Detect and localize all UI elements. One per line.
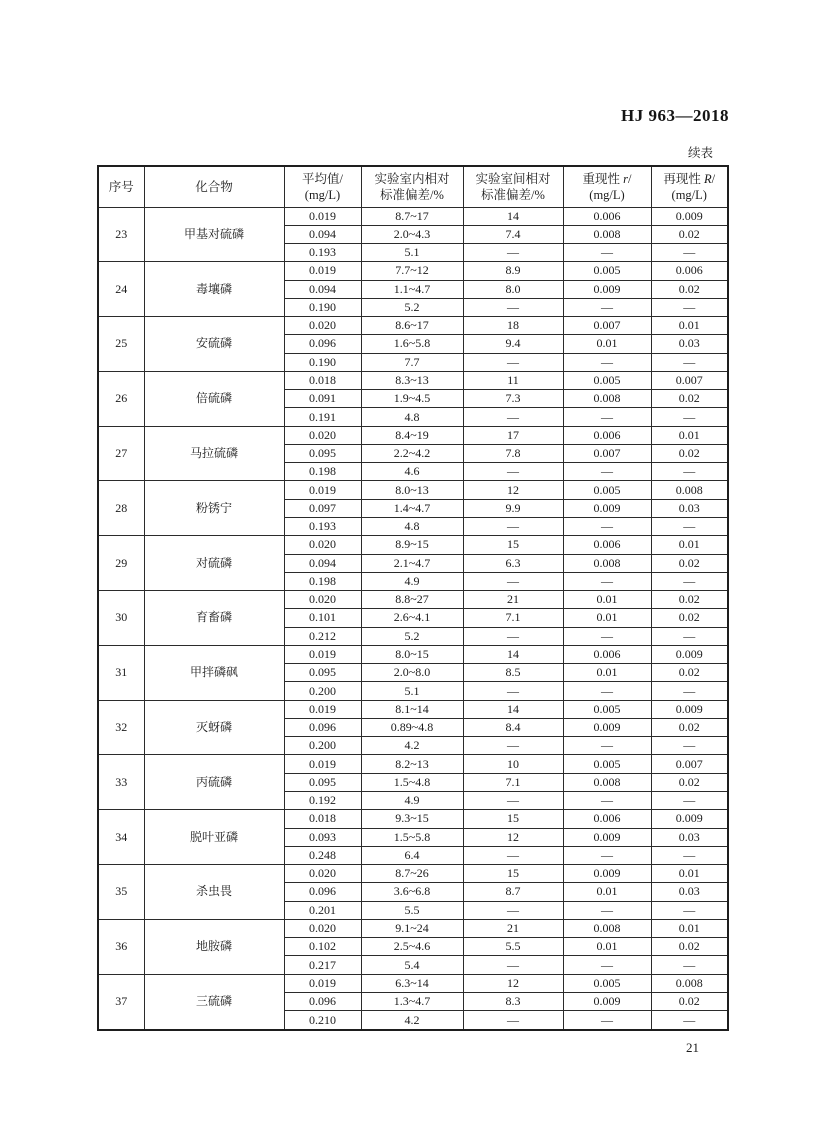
col-header-inter-rsd [463,166,563,207]
intra-lab-rsd-cell: 8.3~13 [361,371,463,389]
compound-name-cell: 丙硫磷 [144,755,284,810]
compound-name-cell: 粉锈宁 [144,481,284,536]
inter-lab-rsd-cell: — [463,682,563,700]
col-header-serial-label: 序号 [108,179,134,194]
inter-lab-rsd-cell: — [463,737,563,755]
col-header-inter-line2: 标准偏差/% [481,187,545,202]
col-header-intra-rsd [361,166,463,207]
repeatability-cell: — [563,518,651,536]
repeatability-cell: 0.01 [563,664,651,682]
repeatability-cell: 0.008 [563,554,651,572]
reproducibility-cell: — [651,244,728,262]
repeatability-cell: 0.01 [563,883,651,901]
intra-lab-rsd-cell: 8.9~15 [361,536,463,554]
reproducibility-cell: — [651,682,728,700]
table-row [98,591,728,609]
repeatability-cell: 0.005 [563,700,651,718]
inter-lab-rsd-cell: 21 [463,591,563,609]
intra-lab-rsd-cell: 6.4 [361,846,463,864]
mean-value-cell: 0.018 [284,810,361,828]
intra-lab-rsd-cell: 9.3~15 [361,810,463,828]
reproducibility-cell: — [651,846,728,864]
reproducibility-cell: — [651,518,728,536]
col-header-reproducibility-line1: 再现性 R/ [663,171,716,186]
page-number: 21 [686,1040,699,1055]
compound-name-cell: 脱叶亚磷 [144,810,284,865]
table-row [98,207,728,225]
repeatability-cell: — [563,353,651,371]
compound-name-cell: 地胺磷 [144,919,284,974]
reproducibility-cell: 0.009 [651,207,728,225]
reproducibility-cell: 0.008 [651,481,728,499]
reproducibility-cell: 0.02 [651,554,728,572]
inter-lab-rsd-cell: — [463,956,563,974]
repeatability-cell: 0.008 [563,919,651,937]
mean-value-cell: 0.200 [284,737,361,755]
mean-value-cell: 0.020 [284,865,361,883]
inter-lab-rsd-cell: 8.5 [463,664,563,682]
inter-lab-rsd-cell: — [463,846,563,864]
reproducibility-cell: — [651,901,728,919]
table-row [98,426,728,444]
intra-lab-rsd-cell: 5.5 [361,901,463,919]
inter-lab-rsd-cell: — [463,901,563,919]
intra-lab-rsd-cell: 8.8~27 [361,591,463,609]
inter-lab-rsd-cell: 15 [463,865,563,883]
col-header-intra-line2: 标准偏差/% [380,187,444,202]
intra-lab-rsd-cell: 2.0~4.3 [361,225,463,243]
inter-lab-rsd-cell: — [463,518,563,536]
table-header [98,166,728,207]
inter-lab-rsd-cell: 9.4 [463,335,563,353]
serial-number-cell: 35 [98,865,144,920]
inter-lab-rsd-cell: 8.7 [463,883,563,901]
repeatability-cell: 0.009 [563,992,651,1010]
repeatability-cell: — [563,846,651,864]
inter-lab-rsd-cell: 8.4 [463,718,563,736]
reproducibility-cell: 0.009 [651,645,728,663]
intra-lab-rsd-cell: 6.3~14 [361,974,463,992]
intra-lab-rsd-cell: 1.9~4.5 [361,390,463,408]
intra-lab-rsd-cell: 5.4 [361,956,463,974]
reproducibility-cell: 0.02 [651,664,728,682]
intra-lab-rsd-cell: 1.5~4.8 [361,773,463,791]
table-row [98,645,728,663]
intra-lab-rsd-cell: 4.2 [361,737,463,755]
inter-lab-rsd-cell: 14 [463,207,563,225]
table-row [98,700,728,718]
intra-lab-rsd-cell: 2.1~4.7 [361,554,463,572]
reproducibility-cell: 0.01 [651,536,728,554]
mean-value-cell: 0.102 [284,938,361,956]
intra-lab-rsd-cell: 8.0~13 [361,481,463,499]
mean-value-cell: 0.020 [284,426,361,444]
intra-lab-rsd-cell: 9.1~24 [361,919,463,937]
intra-lab-rsd-cell: 8.0~15 [361,645,463,663]
mean-value-cell: 0.097 [284,499,361,517]
repeatability-cell: 0.009 [563,718,651,736]
repeatability-cell: — [563,956,651,974]
reproducibility-cell: 0.02 [651,280,728,298]
serial-number-cell: 36 [98,919,144,974]
repeatability-cell: 0.009 [563,499,651,517]
inter-lab-rsd-cell: — [463,792,563,810]
reproducibility-cell: — [651,1011,728,1030]
col-header-compound [144,166,284,207]
mean-value-cell: 0.095 [284,773,361,791]
mean-value-cell: 0.018 [284,371,361,389]
repeatability-cell: 0.005 [563,974,651,992]
intra-lab-rsd-cell: 4.8 [361,518,463,536]
repeatability-cell: — [563,901,651,919]
repeatability-cell: — [563,408,651,426]
inter-lab-rsd-cell: 14 [463,700,563,718]
reproducibility-cell: — [651,463,728,481]
mean-value-cell: 0.193 [284,518,361,536]
col-header-mean [284,166,361,207]
repeatability-cell: 0.01 [563,335,651,353]
mean-value-cell: 0.248 [284,846,361,864]
mean-value-cell: 0.093 [284,828,361,846]
standard-number: HJ 963—2018 [621,106,729,125]
inter-lab-rsd-cell: 15 [463,536,563,554]
repeatability-cell: 0.008 [563,390,651,408]
precision-data-table [97,165,729,1031]
mean-value-cell: 0.020 [284,919,361,937]
inter-lab-rsd-cell: 9.9 [463,499,563,517]
inter-lab-rsd-cell: 7.3 [463,390,563,408]
intra-lab-rsd-cell: 5.2 [361,298,463,316]
inter-lab-rsd-cell: 8.0 [463,280,563,298]
col-header-reproducibility [651,166,728,207]
reproducibility-cell: 0.007 [651,371,728,389]
compound-name-cell: 育畜磷 [144,591,284,646]
serial-number-cell: 37 [98,974,144,1030]
reproducibility-cell: 0.007 [651,755,728,773]
table-row [98,371,728,389]
mean-value-cell: 0.094 [284,225,361,243]
serial-number-cell: 28 [98,481,144,536]
intra-lab-rsd-cell: 4.9 [361,572,463,590]
compound-name-cell: 甲基对硫磷 [144,207,284,262]
mean-value-cell: 0.096 [284,992,361,1010]
mean-value-cell: 0.094 [284,554,361,572]
serial-number-cell: 26 [98,371,144,426]
inter-lab-rsd-cell: — [463,298,563,316]
reproducibility-cell: 0.03 [651,883,728,901]
repeatability-cell: 0.009 [563,280,651,298]
reproducibility-cell: 0.03 [651,828,728,846]
mean-value-cell: 0.190 [284,298,361,316]
reproducibility-cell: 0.03 [651,499,728,517]
inter-lab-rsd-cell: — [463,244,563,262]
reproducibility-cell: 0.03 [651,335,728,353]
mean-value-cell: 0.190 [284,353,361,371]
mean-value-cell: 0.095 [284,664,361,682]
repeatability-cell: — [563,737,651,755]
repeatability-cell: — [563,463,651,481]
inter-lab-rsd-cell: 7.8 [463,444,563,462]
header-row [98,166,728,207]
table-row [98,919,728,937]
compound-name-cell: 对硫磷 [144,536,284,591]
table-row [98,810,728,828]
compound-name-cell: 灭蚜磷 [144,700,284,755]
reproducibility-cell: 0.02 [651,225,728,243]
mean-value-cell: 0.192 [284,792,361,810]
repeatability-cell: 0.008 [563,225,651,243]
col-header-repeatability-line1: 重现性 r/ [582,171,632,186]
repeatability-cell: 0.006 [563,645,651,663]
mean-value-cell: 0.096 [284,335,361,353]
intra-lab-rsd-cell: 2.6~4.1 [361,609,463,627]
mean-value-cell: 0.198 [284,572,361,590]
serial-number-cell: 29 [98,536,144,591]
repeatability-cell: 0.005 [563,481,651,499]
repeatability-cell: 0.005 [563,262,651,280]
repeatability-cell: 0.01 [563,609,651,627]
repeatability-cell: — [563,298,651,316]
repeatability-cell: 0.007 [563,317,651,335]
reproducibility-cell: — [651,408,728,426]
reproducibility-cell: 0.009 [651,700,728,718]
intra-lab-rsd-cell: 1.3~4.7 [361,992,463,1010]
intra-lab-rsd-cell: 8.7~17 [361,207,463,225]
intra-lab-rsd-cell: 4.6 [361,463,463,481]
mean-value-cell: 0.212 [284,627,361,645]
reproducibility-cell: 0.02 [651,992,728,1010]
mean-value-cell: 0.191 [284,408,361,426]
serial-number-cell: 32 [98,700,144,755]
inter-lab-rsd-cell: — [463,463,563,481]
inter-lab-rsd-cell: 15 [463,810,563,828]
serial-number-cell: 30 [98,591,144,646]
reproducibility-cell: — [651,627,728,645]
reproducibility-cell: 0.01 [651,317,728,335]
mean-value-cell: 0.095 [284,444,361,462]
inter-lab-rsd-cell: 17 [463,426,563,444]
reproducibility-cell: 0.02 [651,718,728,736]
mean-value-cell: 0.200 [284,682,361,700]
repeatability-cell: — [563,627,651,645]
serial-number-cell: 24 [98,262,144,317]
col-header-compound-label: 化合物 [195,179,233,194]
repeatability-cell: — [563,1011,651,1030]
compound-name-cell: 三硫磷 [144,974,284,1030]
intra-lab-rsd-cell: 8.6~17 [361,317,463,335]
repeatability-cell: 0.008 [563,773,651,791]
serial-number-cell: 23 [98,207,144,262]
inter-lab-rsd-cell: 7.1 [463,773,563,791]
table-row [98,481,728,499]
mean-value-cell: 0.091 [284,390,361,408]
serial-number-cell: 25 [98,317,144,372]
mean-value-cell: 0.019 [284,645,361,663]
intra-lab-rsd-cell: 4.8 [361,408,463,426]
intra-lab-rsd-cell: 4.9 [361,792,463,810]
mean-value-cell: 0.019 [284,262,361,280]
inter-lab-rsd-cell: 12 [463,974,563,992]
col-header-intra-line1: 实验室内相对 [374,171,450,186]
repeatability-cell: 0.01 [563,591,651,609]
mean-value-cell: 0.193 [284,244,361,262]
mean-value-cell: 0.217 [284,956,361,974]
inter-lab-rsd-cell: — [463,627,563,645]
repeatability-cell: 0.009 [563,828,651,846]
table-row [98,974,728,992]
mean-value-cell: 0.198 [284,463,361,481]
mean-value-cell: 0.020 [284,591,361,609]
compound-name-cell: 倍硫磷 [144,371,284,426]
intra-lab-rsd-cell: 4.2 [361,1011,463,1030]
table-row [98,262,728,280]
intra-lab-rsd-cell: 8.7~26 [361,865,463,883]
col-header-mean-unit: (mg/L) [304,187,341,202]
inter-lab-rsd-cell: 8.3 [463,992,563,1010]
mean-value-cell: 0.020 [284,317,361,335]
mean-value-cell: 0.096 [284,718,361,736]
intra-lab-rsd-cell: 0.89~4.8 [361,718,463,736]
col-header-reproducibility-unit: (mg/L) [671,187,707,202]
intra-lab-rsd-cell: 5.2 [361,627,463,645]
col-header-mean-line1: 平均值/ [302,171,343,186]
table-row [98,865,728,883]
reproducibility-cell: 0.01 [651,865,728,883]
reproducibility-cell: — [651,572,728,590]
inter-lab-rsd-cell: 11 [463,371,563,389]
reproducibility-cell: 0.02 [651,390,728,408]
intra-lab-rsd-cell: 7.7 [361,353,463,371]
inter-lab-rsd-cell: 7.1 [463,609,563,627]
inter-lab-rsd-cell: 18 [463,317,563,335]
compound-name-cell: 甲拌磷砜 [144,645,284,700]
inter-lab-rsd-cell: 14 [463,645,563,663]
compound-name-cell: 杀虫畏 [144,865,284,920]
inter-lab-rsd-cell: 6.3 [463,554,563,572]
repeatability-cell: 0.007 [563,444,651,462]
col-header-serial [98,166,144,207]
reproducibility-cell: 0.02 [651,609,728,627]
reproducibility-cell: — [651,792,728,810]
mean-value-cell: 0.019 [284,207,361,225]
reproducibility-cell: 0.006 [651,262,728,280]
reproducibility-cell: — [651,298,728,316]
intra-lab-rsd-cell: 1.6~5.8 [361,335,463,353]
inter-lab-rsd-cell: 12 [463,828,563,846]
mean-value-cell: 0.096 [284,883,361,901]
mean-value-cell: 0.019 [284,974,361,992]
mean-value-cell: 0.019 [284,700,361,718]
col-header-repeatability-unit: (mg/L) [589,187,625,202]
repeatability-cell: — [563,572,651,590]
intra-lab-rsd-cell: 2.5~4.6 [361,938,463,956]
mean-value-cell: 0.019 [284,481,361,499]
inter-lab-rsd-cell: — [463,353,563,371]
intra-lab-rsd-cell: 8.4~19 [361,426,463,444]
mean-value-cell: 0.201 [284,901,361,919]
inter-lab-rsd-cell: 12 [463,481,563,499]
reproducibility-cell: 0.02 [651,444,728,462]
inter-lab-rsd-cell: 7.4 [463,225,563,243]
intra-lab-rsd-cell: 8.1~14 [361,700,463,718]
intra-lab-rsd-cell: 3.6~6.8 [361,883,463,901]
reproducibility-cell: 0.02 [651,938,728,956]
reproducibility-cell: 0.01 [651,426,728,444]
intra-lab-rsd-cell: 2.0~8.0 [361,664,463,682]
repeatability-cell: — [563,244,651,262]
reproducibility-cell: 0.02 [651,773,728,791]
inter-lab-rsd-cell: — [463,572,563,590]
table-row [98,536,728,554]
repeatability-cell: 0.006 [563,810,651,828]
intra-lab-rsd-cell: 8.2~13 [361,755,463,773]
inter-lab-rsd-cell: 8.9 [463,262,563,280]
inter-lab-rsd-cell: 10 [463,755,563,773]
reproducibility-cell: 0.02 [651,591,728,609]
intra-lab-rsd-cell: 5.1 [361,244,463,262]
reproducibility-cell: — [651,353,728,371]
intra-lab-rsd-cell: 1.1~4.7 [361,280,463,298]
inter-lab-rsd-cell: 5.5 [463,938,563,956]
mean-value-cell: 0.020 [284,536,361,554]
mean-value-cell: 0.101 [284,609,361,627]
repeatability-cell: 0.01 [563,938,651,956]
repeatability-cell: 0.006 [563,426,651,444]
intra-lab-rsd-cell: 7.7~12 [361,262,463,280]
repeatability-cell: 0.006 [563,207,651,225]
repeatability-cell: 0.005 [563,755,651,773]
col-header-inter-line1: 实验室间相对 [475,171,551,186]
repeatability-cell: 0.006 [563,536,651,554]
inter-lab-rsd-cell: — [463,408,563,426]
intra-lab-rsd-cell: 5.1 [361,682,463,700]
mean-value-cell: 0.019 [284,755,361,773]
mean-value-cell: 0.210 [284,1011,361,1030]
repeatability-cell: 0.005 [563,371,651,389]
compound-name-cell: 安硫磷 [144,317,284,372]
reproducibility-cell: 0.009 [651,810,728,828]
serial-number-cell: 34 [98,810,144,865]
repeatability-cell: — [563,792,651,810]
continued-table-label: 续表 [687,146,713,160]
reproducibility-cell: 0.01 [651,919,728,937]
intra-lab-rsd-cell: 1.4~4.7 [361,499,463,517]
reproducibility-cell: — [651,737,728,755]
mean-value-cell: 0.094 [284,280,361,298]
inter-lab-rsd-cell: — [463,1011,563,1030]
inter-lab-rsd-cell: 21 [463,919,563,937]
table-row [98,317,728,335]
repeatability-cell: 0.009 [563,865,651,883]
serial-number-cell: 33 [98,755,144,810]
intra-lab-rsd-cell: 1.5~5.8 [361,828,463,846]
serial-number-cell: 31 [98,645,144,700]
reproducibility-cell: 0.008 [651,974,728,992]
reproducibility-cell: — [651,956,728,974]
serial-number-cell: 27 [98,426,144,481]
table-row [98,755,728,773]
col-header-repeatability [563,166,651,207]
intra-lab-rsd-cell: 2.2~4.2 [361,444,463,462]
repeatability-cell: — [563,682,651,700]
table-body [98,207,728,1030]
compound-name-cell: 马拉硫磷 [144,426,284,481]
compound-name-cell: 毒壤磷 [144,262,284,317]
